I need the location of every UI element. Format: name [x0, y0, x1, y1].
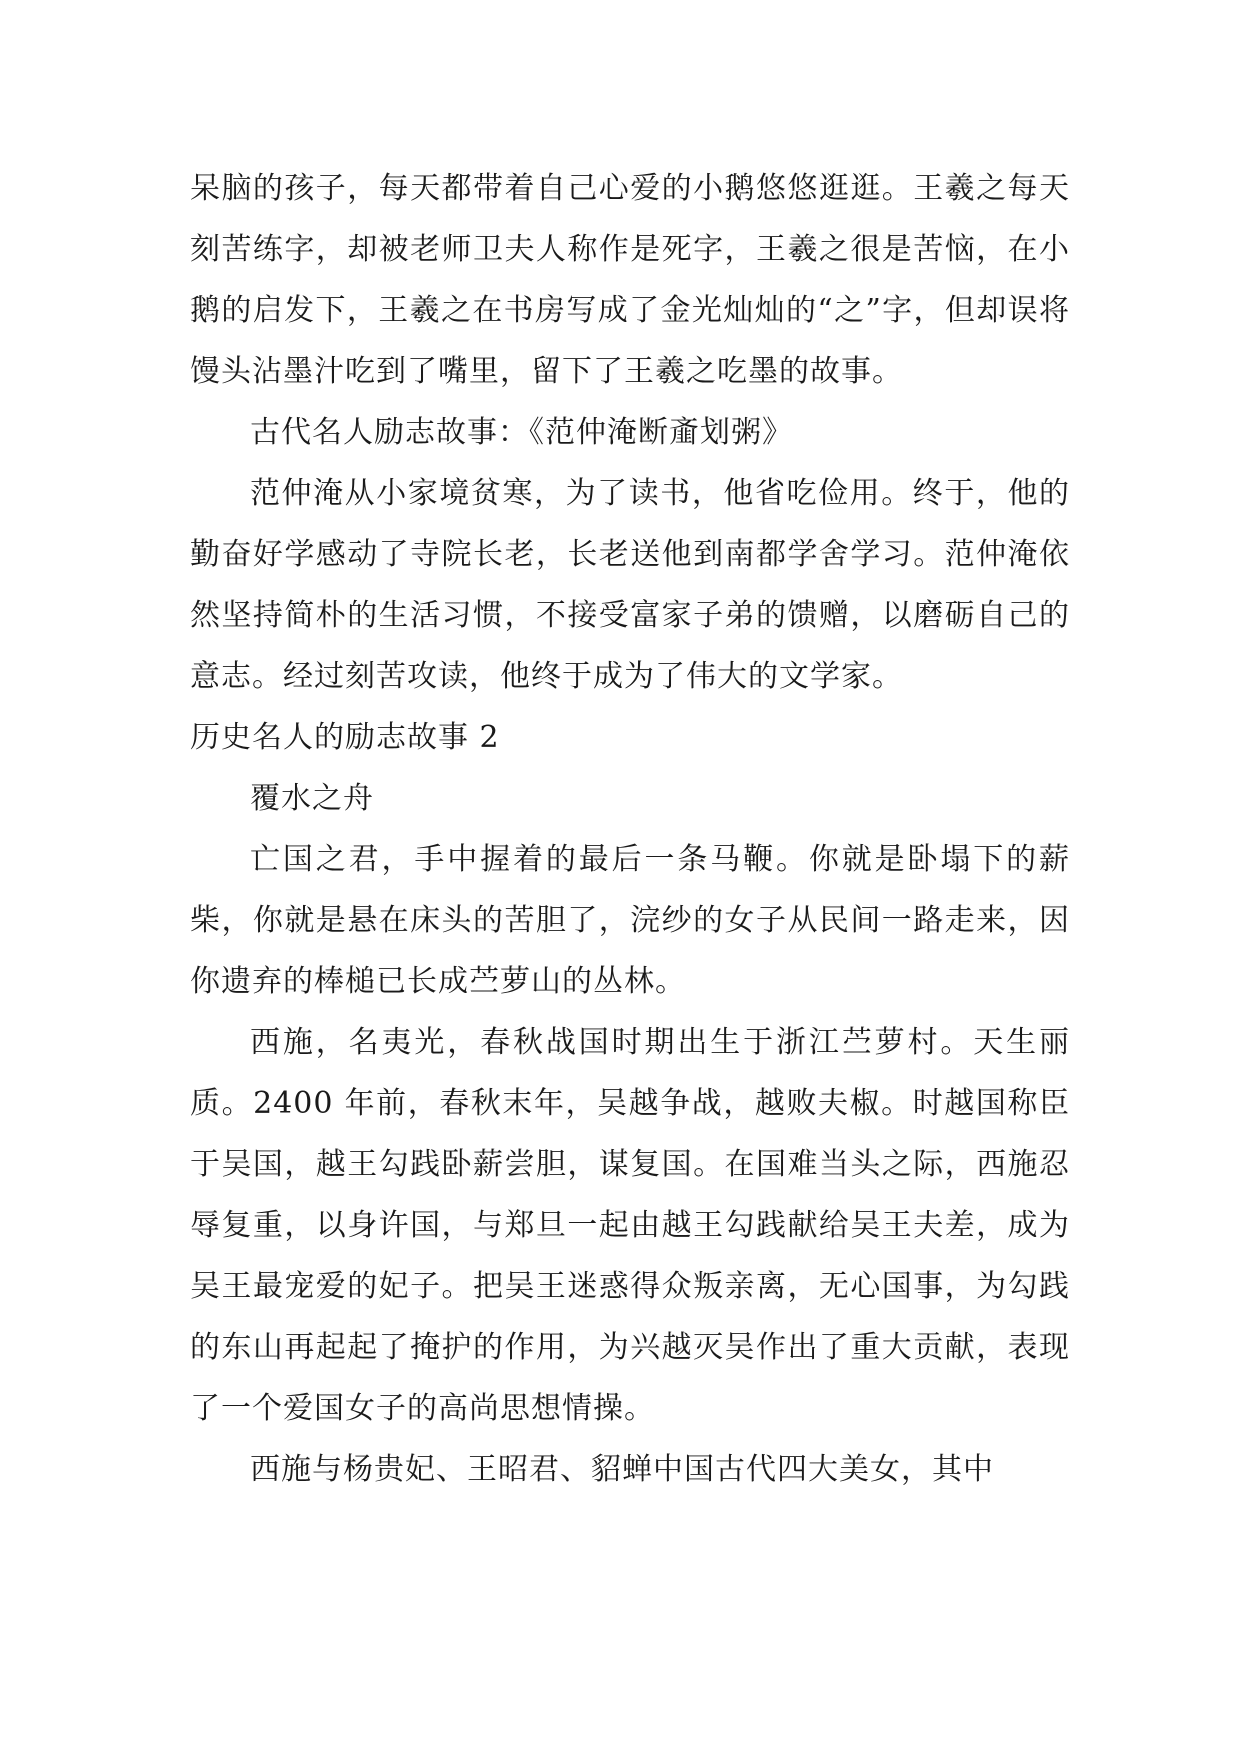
subheading-fan-zhongyan: 古代名人励志故事：《范仲淹断齑划粥》 [250, 415, 793, 450]
paragraph-wang-xizhi-ending: 呆脑的孩子，每天都带着自己心爱的小鹅悠悠逛逛。王羲之每天刻苦练字，却被老师卫夫人称作是死字，王羲之很是苦恼，在小鹅的启发下，王羲之在书房写成了金光灿灿的“之”字，但却误将馒头沾墨汁吃到了嘴里，留下了王羲之吃墨的故事。 [190, 171, 1070, 389]
paragraph-four-beauties: 西施与杨贵妃、王昭君、貂蝉中国古代四大美女，其中 [250, 1452, 994, 1487]
section-heading-2: 历史名人的励志故事 2 [190, 720, 500, 755]
paragraph-xi-shi: 西施，名夷光，春秋战国时期出生于浙江苎萝村。天生丽质。2400 年前，春秋末年，吴越争战，越败夫椒。时越国称臣于吴国，越王勾践卧薪尝胆，谋复国。在国难当头之际，西施忍辱复重，以身许国，与郑旦一起由越王勾践献给吴王夫差，成为吴王最宠爱的妃子。把吴王迷惑得众叛亲离，无心国事，为勾践的东山再起起了掩护的作用，为兴越灭吴作出了重大贡献，表现了一个爱国女子的高尚思想情操。 [190, 1025, 1070, 1426]
paragraph-poem: 亡国之君，手中握着的最后一条马鞭。你就是卧塌下的薪柴，你就是悬在床头的苦胆了，浣纱的女子从民间一路走来，因你遗弃的棒槌已长成苎萝山的丛林。 [190, 842, 1070, 999]
subheading-fu-shui-zhi-zhou: 覆水之舟 [250, 781, 374, 816]
document-body [190, 158, 1070, 1500]
paragraph-fan-zhongyan: 范仲淹从小家境贫寒，为了读书，他省吃俭用。终于，他的勤奋好学感动了寺院长老，长老送他到南都学舍学习。范仲淹依然坚持简朴的生活习惯，不接受富家子弟的馈赠，以磨砺自己的意志。经过刻苦攻读，他终于成为了伟大的文学家。 [190, 476, 1070, 694]
